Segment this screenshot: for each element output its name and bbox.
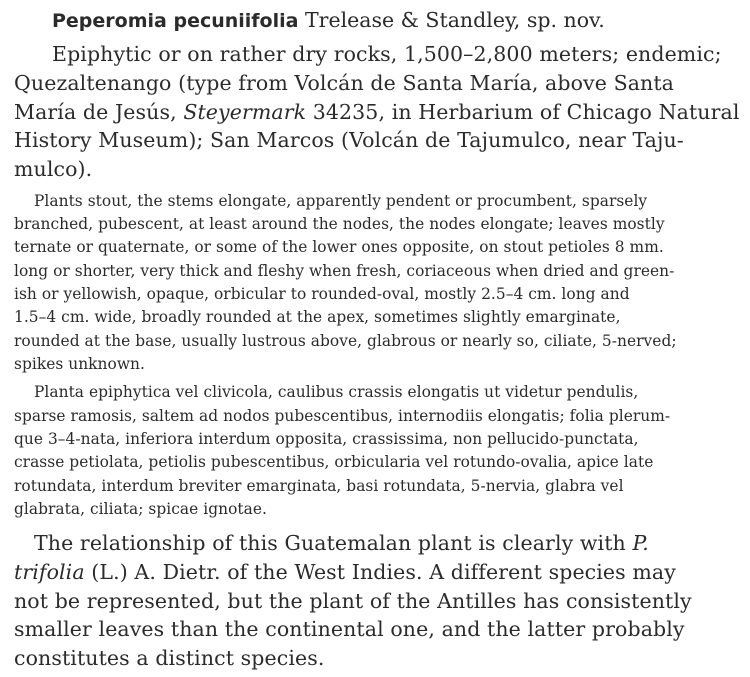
distribution-line: Quezaltenango (type from Volcán de Santa María, above Santa bbox=[14, 71, 674, 95]
species-epithet: trifolia bbox=[14, 560, 85, 584]
english-description-line: Plants stout, the stems elongate, apparently pendent or procumbent, sparsely bbox=[34, 192, 648, 210]
english-description-line: ish or yellowish, opaque, orbicular to rounded-oval, mostly 2.5–4 cm. long and bbox=[14, 285, 630, 303]
latin-description-line: que 3–4-nata, inferiora interdum opposita, crassissima, non pellucido-punctata, bbox=[14, 430, 639, 448]
discussion-line: not be represented, but the plant of the Antilles has consistently bbox=[14, 589, 692, 613]
species-authority: Trelease & Standley, sp. nov. bbox=[298, 8, 605, 32]
species-name: Peperomia pecuniifolia bbox=[52, 10, 299, 32]
latin-description-line: rotundata, interdum breviter emarginata, basi rotundata, 5-nervia, glabra vel bbox=[14, 477, 624, 495]
english-description-line: long or shorter, very thick and fleshy when fresh, coriaceous when dried and green- bbox=[14, 262, 675, 280]
discussion-text: The relationship of this Guatemalan plant is clearly with bbox=[34, 531, 633, 555]
discussion-line: smaller leaves than the continental one, and the latter probably bbox=[14, 617, 685, 641]
distribution-line: Epiphytic or on rather dry rocks, 1,500–2,800 meters; endemic; bbox=[52, 42, 722, 66]
latin-description-line: glabrata, ciliata; spicae ignotae. bbox=[14, 500, 267, 518]
discussion-line bbox=[34, 533, 649, 554]
distribution-text: María de Jesús, bbox=[14, 100, 184, 124]
english-description-line: branched, pubescent, at least around the nodes, the nodes elongate; leaves mostly bbox=[14, 215, 665, 233]
distribution-line: mulco). bbox=[14, 157, 93, 181]
discussion-line bbox=[14, 562, 676, 583]
discussion-text: (L.) A. Dietr. of the West Indies. A different species may bbox=[84, 560, 676, 584]
distribution-line: History Museum); San Marcos (Volcán de Tajumulco, near Taju- bbox=[14, 128, 684, 152]
collector-name: Steyermark bbox=[183, 100, 307, 124]
discussion-line: constitutes a distinct species. bbox=[14, 646, 325, 670]
english-description-line: rounded at the base, usually lustrous above, glabrous or nearly so, ciliate, 5-nerved; bbox=[14, 332, 677, 350]
english-description-line: spikes unknown. bbox=[14, 355, 145, 373]
genus-abbrev: P. bbox=[632, 531, 649, 555]
distribution-text: 34235, in Herbarium of Chicago Natural bbox=[306, 100, 740, 124]
distribution-line bbox=[14, 102, 739, 123]
latin-description-line: Planta epiphytica vel clivicola, caulibus crassis elongatis ut videtur pendulis, bbox=[34, 383, 639, 401]
latin-description-line: crasse petiolata, petiolis pubescentibus, orbicularia vel rotundo-ovalia, apice late bbox=[14, 453, 654, 471]
english-description-line: ternate or quaternate, or some of the lower ones opposite, on stout petioles 8 mm. bbox=[14, 238, 664, 256]
latin-description-line: sparse ramosis, saltem ad nodos pubescentibus, internodiis elongatis; folia plerum- bbox=[14, 407, 671, 425]
english-description-line: 1.5–4 cm. wide, broadly rounded at the apex, sometimes slightly emarginate, bbox=[14, 308, 621, 326]
species-heading bbox=[52, 10, 605, 31]
